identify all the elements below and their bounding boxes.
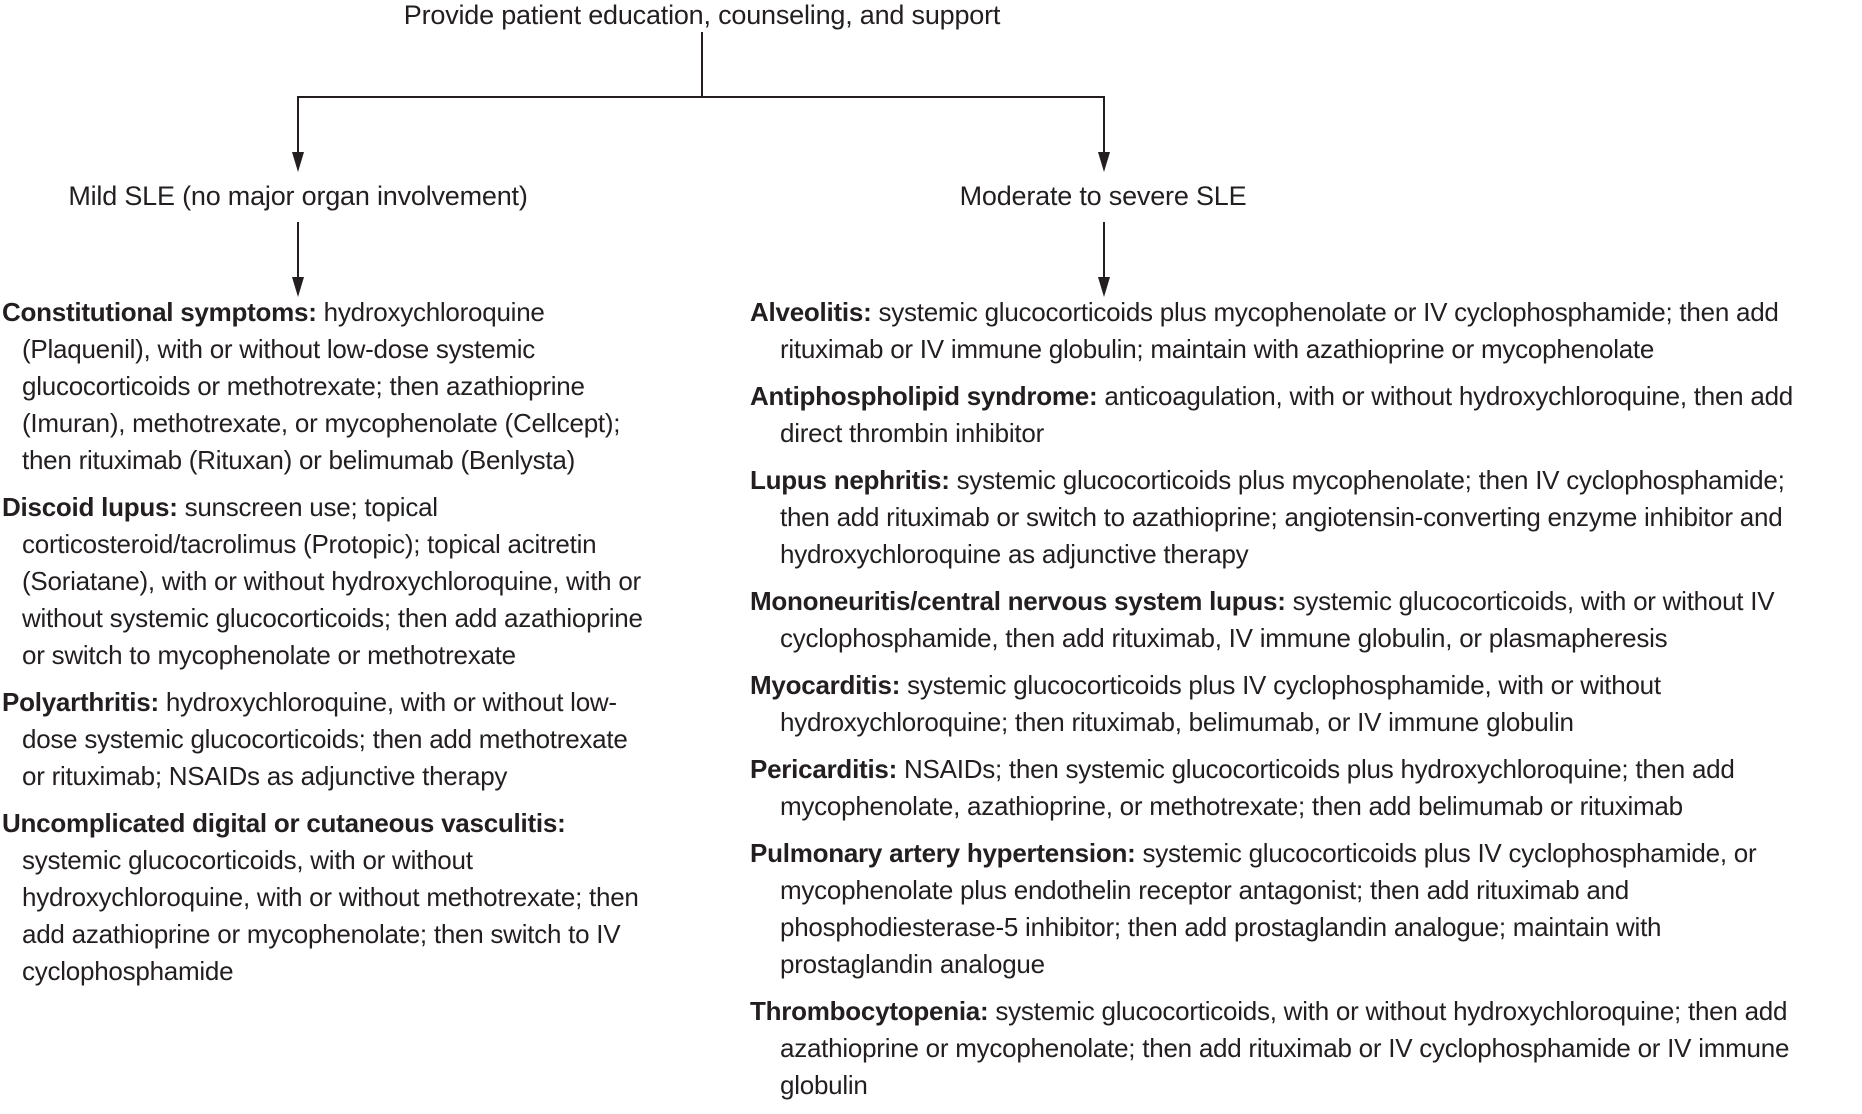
treatment-item-body: anticoagulation, with or without hydroxychloroquine, then add direct thrombin inhibitor [780,381,1793,448]
treatment-item-body: sunscreen use; topical corticosteroid/tacrolimus (Protopic); topical acitretin (Soriatane), with or without hydroxychloroquine, with or without systemic glucocorticoids; then add azathioprine or switch to mycophenolate or methotrexate [22,492,643,670]
arrow-mild-to-treatments [291,222,305,297]
treatment-item-label: Mononeuritis/central nervous system lupus: [750,586,1293,616]
treatment-item [2,489,650,674]
treatment-item [750,583,1812,657]
treatment-item [2,294,650,479]
treatment-item-body: NSAIDs; then systemic glucocorticoids plus hydroxychloroquine; then add mycophenolate, azathioprine, or methotrexate; then add belimumab or rituximab [780,754,1735,821]
arrow-shaft [1103,97,1105,152]
treatment-item-label: Discoid lupus: [2,492,185,522]
treatment-item [750,667,1812,741]
mild-treatment-list [2,294,650,1000]
arrow-to-severe-label [1097,97,1111,172]
treatment-item-label: Thrombocytopenia: [750,996,996,1026]
arrow-to-mild-label [291,97,305,172]
arrow-head-icon [292,152,304,172]
treatment-item-label: Polyarthritis: [2,687,166,717]
treatment-item [750,378,1812,452]
treatment-item-body: hydroxychloroquine, with or without low-dose systemic glucocorticoids; then add methotrexate or rituximab; NSAIDs as adjunctive therapy [22,687,628,791]
treatment-item-label: Myocarditis: [750,670,908,700]
treatment-item-body: systemic glucocorticoids plus mycophenolate or IV cyclophosphamide; then add rituximab or IV immune globulin; maintain with azathioprine or mycophenolate [780,297,1779,364]
treatment-item-body: systemic glucocorticoids plus IV cyclophosphamide, with or without hydroxychloroquine; then rituximab, belimumab, or IV immune globulin [780,670,1661,737]
severe-branch-label: Moderate to severe SLE [959,181,1247,211]
treatment-item-label: Antiphospholipid syndrome: [750,381,1105,411]
treatment-item [750,462,1812,573]
treatment-item-body: systemic glucocorticoids, with or without hydroxychloroquine, with or without methotrexate; then add azathioprine or mycophenolate; then switch to IV cyclophosphamide [22,845,639,986]
arrow-head-icon [1098,152,1110,172]
treatment-item-body: systemic glucocorticoids plus mycophenolate; then IV cyclophosphamide; then add rituximab or switch to azathioprine; angiotensin-converting enzyme inhibitor and hydroxychloroquine as adjunctive therapy [780,465,1785,569]
treatment-item [750,835,1812,983]
treatment-item-label: Pericarditis: [750,754,905,784]
treatment-item-label: Constitutional symptoms: [2,297,324,327]
treatment-item [2,684,650,795]
treatment-item-body: hydroxychloroquine (Plaquenil), with or without low-dose systemic glucocorticoids or methotrexate; then azathioprine (Imuran), methotrexate, or mycophenolate (Cellcept); then rituximab (Rituxan) or belimumab (Benlysta) [22,297,621,475]
treatment-item-body: systemic glucocorticoids, with or without IV cyclophosphamide, then add rituximab, IV immune globulin, or plasmapheresis [780,586,1775,653]
arrow-shaft [1103,222,1105,277]
treatment-item-label: Uncomplicated digital or cutaneous vasculitis: [2,808,566,838]
arrow-severe-to-treatments [1097,222,1111,297]
connector-horizontal [297,96,1105,98]
treatment-item-body: systemic glucocorticoids plus IV cyclophosphamide, or mycophenolate plus endothelin receptor antagonist; then add rituximab and phosphodiesterase-5 inhibitor; then add prostaglandin analogue; maintain with prostaglandin analogue [780,838,1757,979]
mild-branch-label: Mild SLE (no major organ involvement) [68,181,528,211]
treatment-item [750,751,1812,825]
root-node-label: Provide patient education, counseling, and support [403,0,1001,30]
arrow-shaft [297,222,299,277]
treatment-item [750,993,1812,1104]
treatment-item-label: Lupus nephritis: [750,465,957,495]
treatment-item [750,294,1812,368]
treatment-item-label: Pulmonary artery hypertension: [750,838,1143,868]
severe-treatment-list [750,294,1812,1114]
treatment-item-body: systemic glucocorticoids, with or without hydroxychloroquine; then add azathioprine or mycophenolate; then add rituximab or IV cyclophosphamide or IV immune globulin [780,996,1790,1100]
arrow-shaft [297,97,299,152]
treatment-item [2,805,650,990]
treatment-item-label: Alveolitis: [750,297,879,327]
connector-stem [701,32,703,96]
